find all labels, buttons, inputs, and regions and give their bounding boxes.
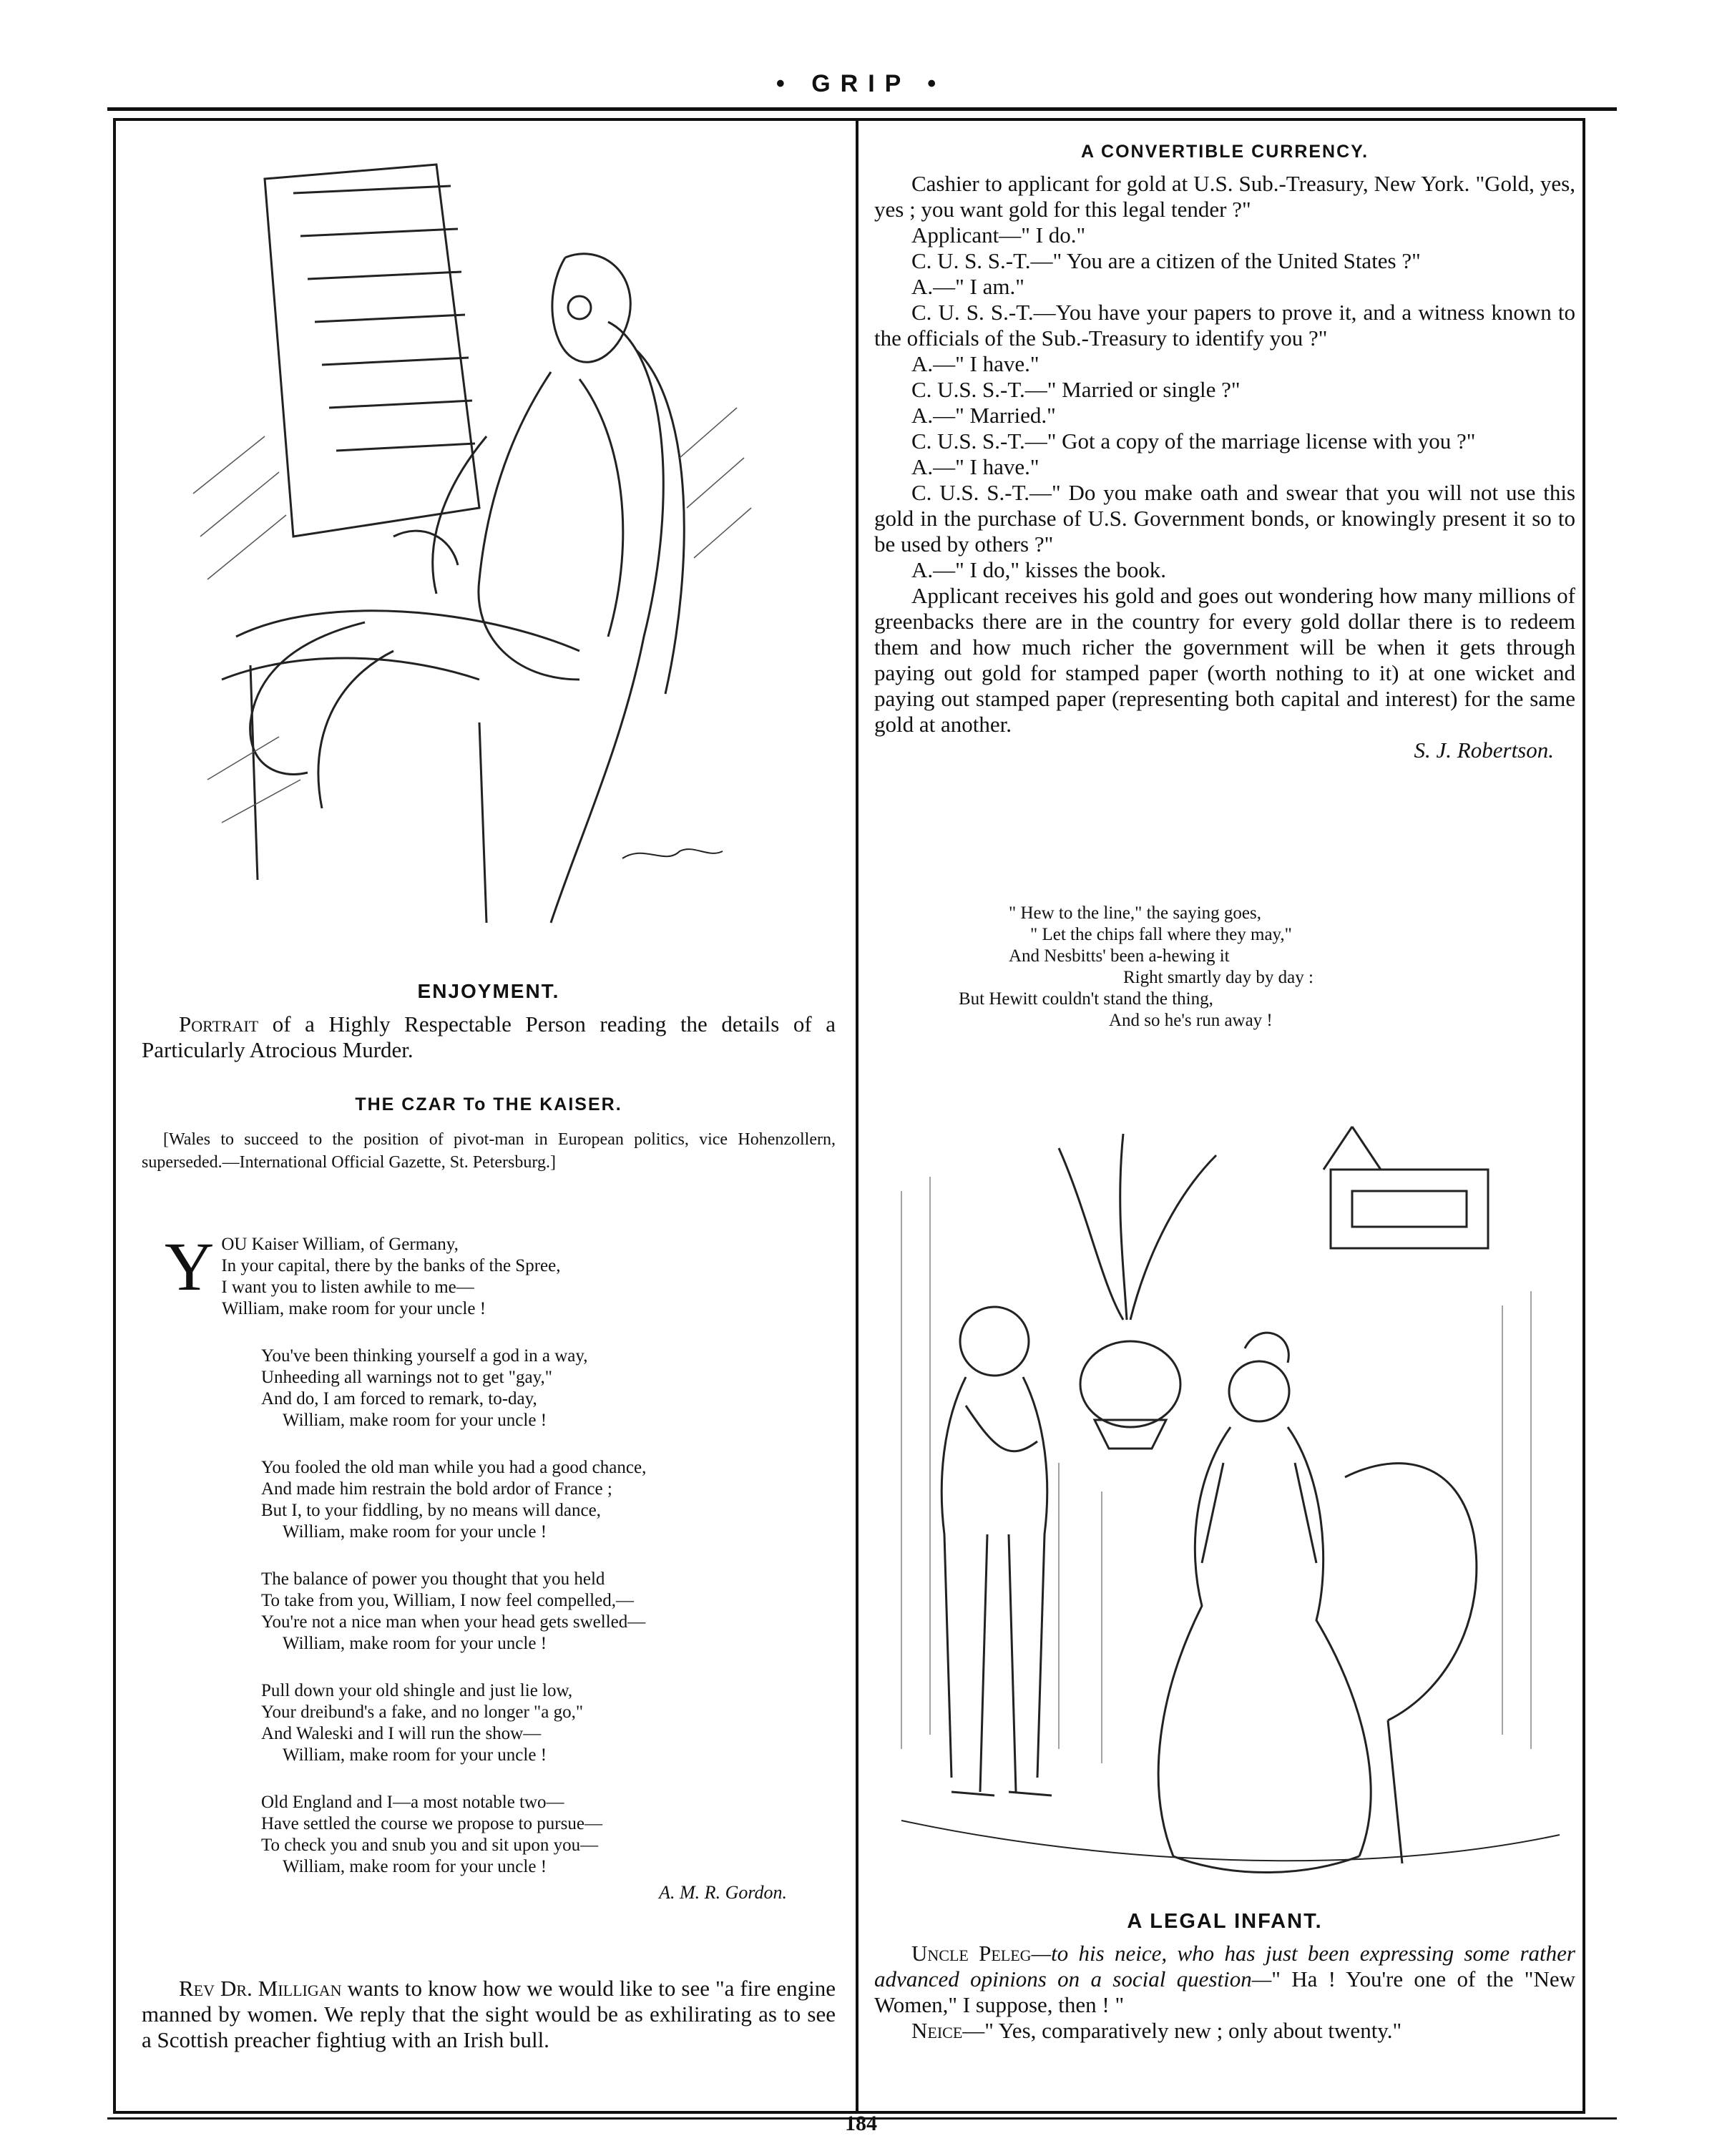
poem-line: And Waleski and I will run the show—	[261, 1724, 542, 1743]
neice-speech: —" Yes, comparatively new ; only about twenty."	[962, 2018, 1402, 2043]
enjoyment-caption-text: of a Highly Respectable Person reading the details of a Particularly Atrocious Murder.	[142, 1011, 836, 1062]
currency-paragraph: A.—" I have."	[911, 351, 1039, 376]
poem-line: To check you and snub you and sit upon you—	[261, 1836, 599, 1855]
poem-stanza-2	[165, 1346, 808, 1431]
currency-signature: S. J. Robertson.	[1414, 738, 1554, 763]
milligan-text: wants to know how we would like to see "a fire engine manned by women. We reply that the sight would be as exhilirating as to see a Scottish preacher fightiug with an Irish bull.	[142, 1976, 836, 2052]
verse-line: " Let the chips fall where they may,"	[1030, 925, 1292, 944]
czar-intro: [Wales to succeed to the position of pivot-man in European politics, vice Hohenzollern, superseded.—International Official Gazette, St. Petersburg.]	[142, 1130, 836, 1172]
poem-line: Unheeding all warnings not to get "gay,"	[261, 1368, 552, 1387]
currency-paragraph: C. U. S. S.-T.—You have your papers to prove it, and a witness known to the officials of the Sub.-Treasury to identify you ?"	[874, 300, 1575, 351]
currency-paragraph: C. U.S. S.-T.—" Do you make oath and swear that you will not use this gold in the purchase of U.S. Government bonds, or knowingly present it so to be used by others ?"	[874, 480, 1575, 557]
verse-line: And Nesbitts' been a-hewing it	[1009, 946, 1230, 966]
legal-infant-line-1	[874, 1941, 1575, 2018]
enjoyment-caption	[142, 1011, 836, 1063]
poem-line: You're not a nice man when your head gets swelled—	[261, 1612, 646, 1632]
poem-stanza-1	[165, 1228, 808, 1320]
czar-poem	[165, 1228, 808, 1903]
poem-refrain: William, make room for your uncle !	[283, 1522, 547, 1542]
poem-stanza-6	[165, 1792, 808, 1878]
poem-stanza-4	[165, 1569, 808, 1655]
legal-infant-illustration	[887, 1105, 1574, 1899]
poem-line: I want you to listen awhile to me—	[221, 1278, 474, 1297]
currency-article	[874, 142, 1575, 763]
currency-paragraph: A.—" I do," kisses the book.	[911, 557, 1166, 582]
poem-line: In your capital, there by the banks of the Spree,	[221, 1256, 561, 1275]
currency-paragraph: C. U. S. S.-T.—" You are a citizen of the United States ?"	[911, 248, 1421, 273]
verse-line: Right smartly day by day :	[1123, 968, 1313, 987]
legal-infant-line-2	[874, 2018, 1575, 2044]
poem-refrain: William, make room for your uncle !	[283, 1634, 547, 1653]
verse-line: And so he's run away !	[1109, 1011, 1273, 1030]
currency-paragraph: Cashier to applicant for gold at U.S. Sub.-Treasury, New York. "Gold, yes, yes ; you want gold for this legal tender ?"	[874, 171, 1575, 222]
poem-line: OU Kaiser William, of Germany,	[221, 1235, 459, 1254]
page-number: 184	[845, 2112, 877, 2135]
enjoyment-caption-lead: Portrait	[179, 1011, 259, 1037]
poem-line: Old England and I—a most notable two—	[261, 1793, 564, 1812]
poem-line: Pull down your old shingle and just lie low,	[261, 1681, 573, 1700]
poem-stanza-5	[165, 1680, 808, 1766]
poem-refrain: William, make room for your uncle !	[222, 1299, 486, 1318]
poem-refrain: William, make room for your uncle !	[283, 1411, 547, 1430]
top-rule	[107, 107, 1617, 111]
poem-line: And made him restrain the bold ardor of France ;	[261, 1479, 612, 1499]
milligan-paragraph	[142, 1976, 836, 2053]
poem-line: But I, to your fiddling, by no means will dance,	[261, 1501, 601, 1520]
poem-line: The balance of power you thought that you held	[261, 1569, 605, 1589]
poem-line: You fooled the old man while you had a good chance,	[261, 1458, 647, 1477]
poem-line: You've been thinking yourself a god in a way,	[261, 1346, 588, 1366]
currency-paragraph: A.—" I have."	[911, 454, 1039, 479]
czar-title: THE CZAR To THE KAISER.	[355, 1094, 622, 1114]
poem-line: And do, I am forced to remark, to-day,	[261, 1389, 537, 1408]
verse-line: But Hewitt couldn't stand the thing,	[959, 989, 1213, 1009]
hew-verse	[959, 903, 1459, 1032]
currency-paragraph: A.—" I am."	[911, 274, 1024, 299]
currency-paragraph: C. U.S. S.-T.—" Married or single ?"	[911, 377, 1241, 402]
currency-paragraph: Applicant receives his gold and goes out wondering how many millions of greenbacks there are in the country for every gold dollar there is to redeem them and how much richer the government will be when it gets through paying out gold for stamped paper (worth nothing to it) at one wicket and paying out stamped paper (representing both capital and interest) for the same gold at another.	[874, 583, 1575, 737]
currency-paragraph: A.—" Married."	[911, 403, 1056, 428]
currency-paragraph: C. U.S. S.-T.—" Got a copy of the marriage license with you ?"	[911, 428, 1476, 454]
stage-direction: —to his neice, who has just been expressing some rather advanced opinions on a social question—	[874, 1941, 1575, 1991]
poem-refrain: William, make room for your uncle !	[283, 1745, 547, 1765]
poem-stanza-3	[165, 1457, 808, 1543]
czar-signature: A. M. R. Gordon.	[659, 1882, 787, 1903]
poem-refrain: William, make room for your uncle !	[283, 1857, 547, 1876]
legal-infant-article	[874, 1910, 1575, 2044]
speaker-uncle: Uncle Peleg	[911, 1941, 1032, 1966]
currency-title: A CONVERTIBLE CURRENCY.	[1080, 142, 1369, 162]
verse-line: " Hew to the line," the saying goes,	[1009, 903, 1261, 923]
poem-line: Your dreibund's a fake, and no longer "a go,"	[261, 1702, 584, 1722]
milligan-lead: Rev Dr. Milligan	[179, 1976, 342, 2001]
enjoyment-illustration	[179, 136, 808, 951]
poem-line: To take from you, William, I now feel compelled,—	[261, 1591, 634, 1610]
drop-cap: Y	[165, 1228, 215, 1305]
currency-paragraph: Applicant—" I do."	[911, 222, 1086, 248]
uncle-speech: " Ha ! You're one of the "New Women," I suppose, then ! "	[874, 1966, 1575, 2017]
speaker-neice: Neice	[911, 2018, 963, 2043]
column-divider	[856, 118, 858, 2114]
poem-line: Have settled the course we propose to pursue—	[261, 1814, 602, 1833]
legal-infant-title: A LEGAL INFANT.	[1127, 1910, 1323, 1933]
masthead: • GRIP •	[776, 70, 946, 97]
enjoyment-title: ENJOYMENT.	[417, 980, 560, 1002]
